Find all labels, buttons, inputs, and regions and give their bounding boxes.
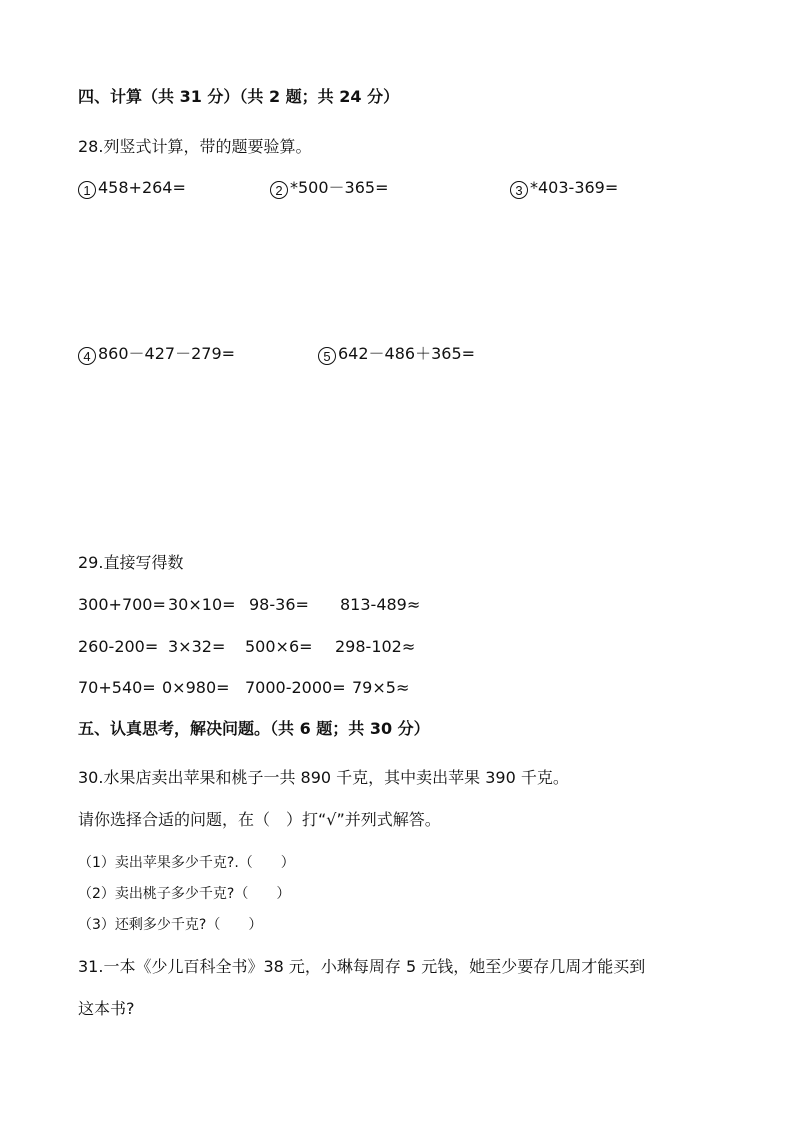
q29-cell: 500×6= — [245, 637, 313, 656]
q30-option: （3）还剩多少千克?（ ） — [78, 917, 263, 933]
q29-cell: 260-200= — [78, 637, 159, 656]
question-31-line-2: 这本书? — [78, 999, 135, 1018]
q28-item-4-expression: 860－427－279= — [98, 344, 236, 363]
q29-cell: 79×5≈ — [352, 678, 410, 697]
question-30-prompt: 30.水果店卖出苹果和桃子一共 890 千克，其中卖出苹果 390 千克。 — [78, 768, 569, 787]
q28-item-5 — [318, 344, 475, 365]
q29-cell: 98-36= — [249, 595, 309, 614]
q28-item-1-expression: 458+264= — [98, 178, 186, 197]
q30-option: （1）卖出苹果多少千克?.（ ） — [78, 855, 295, 871]
section-4-heading: 四、计算（共 31 分）（共 2 题；共 24 分） — [78, 87, 400, 106]
q29-cell: 7000-2000= — [245, 678, 346, 697]
q28-item-5-expression: 642－486＋365= — [338, 344, 476, 363]
q29-cell: 3×32= — [168, 637, 226, 656]
q29-cell: 813-489≈ — [340, 595, 421, 614]
q28-item-2-expression: *500－365= — [290, 178, 389, 197]
q28-item-2 — [270, 178, 389, 199]
circled-number-4: 4 — [78, 347, 96, 365]
circled-number-2: 2 — [270, 181, 288, 199]
question-29-prompt: 29.直接写得数 — [78, 553, 184, 572]
q28-item-3 — [510, 178, 618, 199]
q29-cell: 298-102≈ — [335, 637, 416, 656]
q29-cell: 0×980= — [162, 678, 230, 697]
question-31-line-1: 31.一本《少儿百科全书》38 元，小琳每周存 5 元钱，她至少要存几周才能买到 — [78, 957, 646, 976]
q28-item-4 — [78, 344, 235, 365]
q30-option: （2）卖出桃子多少千克?（ ） — [78, 886, 291, 902]
question-28-prompt: 28.列竖式计算，带的题要验算。 — [78, 137, 312, 156]
circled-number-5: 5 — [318, 347, 336, 365]
q29-cell: 30×10= — [168, 595, 236, 614]
q28-item-1 — [78, 178, 186, 199]
circled-number-1: 1 — [78, 181, 96, 199]
section-5-heading: 五、认真思考，解决问题。（共 6 题；共 30 分） — [78, 719, 430, 738]
circled-number-3: 3 — [510, 181, 528, 199]
q29-cell: 70+540= — [78, 678, 156, 697]
question-30-instruction: 请你选择合适的问题，在（ ）打“√”并列式解答。 — [78, 810, 441, 829]
q29-cell: 300+700= — [78, 595, 166, 614]
q28-item-3-expression: *403-369= — [530, 178, 619, 197]
